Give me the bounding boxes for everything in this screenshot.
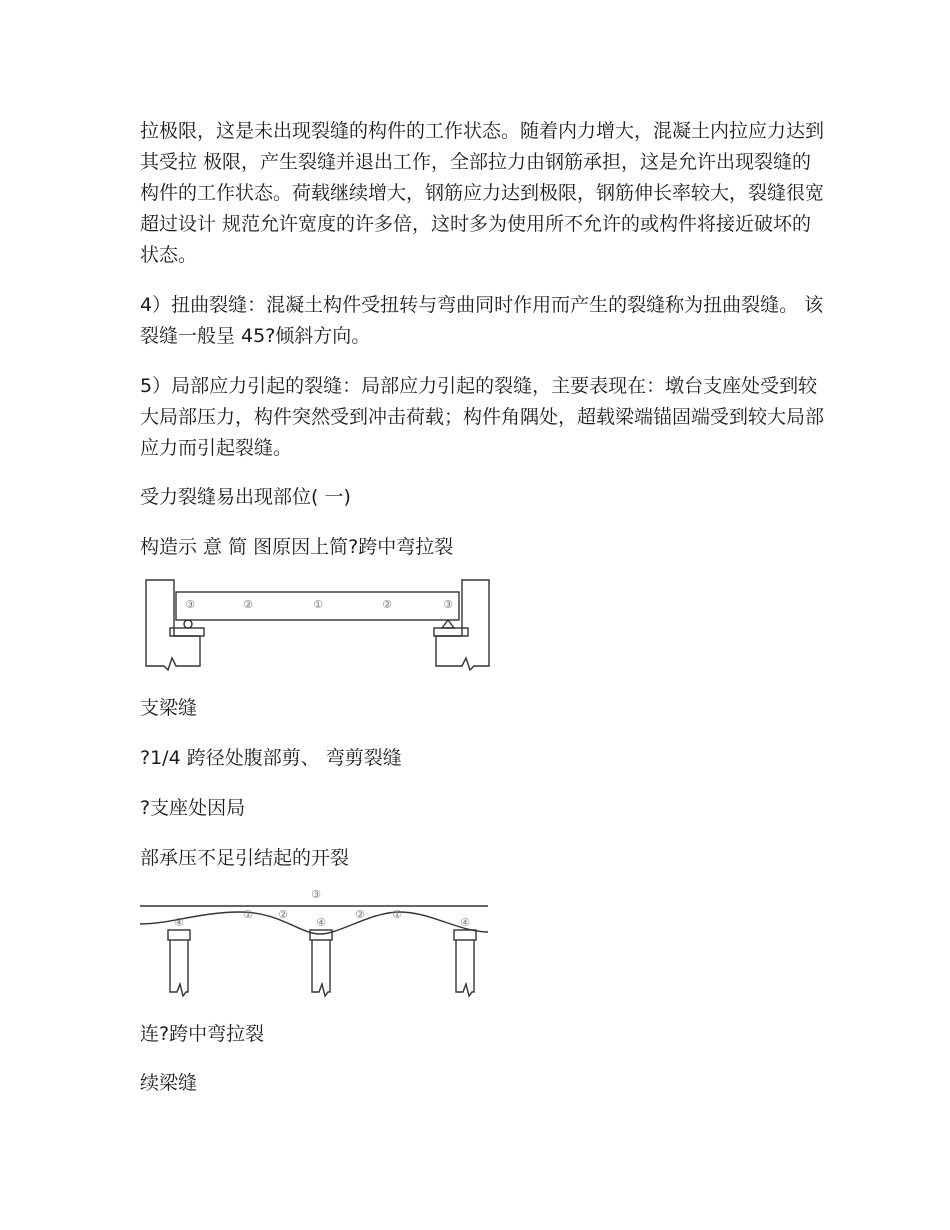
row-label-simple-beam: 支梁缝 bbox=[140, 697, 198, 719]
pier-cap bbox=[454, 930, 476, 940]
fig2-label: ① bbox=[392, 908, 402, 921]
pier-column bbox=[312, 940, 330, 996]
paragraph-torsion-crack: 4）扭曲裂缝：混凝土构件受扭转与弯曲同时作用而产生的裂缝称为扭曲裂缝。 该裂缝一般呈 45?倾斜方向。 bbox=[140, 294, 824, 347]
fig1-label: ① bbox=[313, 598, 323, 611]
fig1-label: ③ bbox=[443, 598, 453, 611]
continuous-beam-diagram bbox=[140, 884, 495, 999]
paragraph-tensile-state: 拉极限，这是未出现裂缝的构件的工作状态。随着内力增大，混凝土内拉应力达到其受拉 极限，产生裂缝并退出工作，全部拉力由钢筋承担，这是允许出现裂缝的构件的工作状态。荷载继续增大，钢筋应力达到极限，钢筋伸长率较大，裂缝很宽超过设计 规范允许宽度的许多倍，这时多为使用所不允许的或构件将接近破坏的状态。 bbox=[140, 120, 825, 266]
paragraph-local-stress-crack: 5）局部应力引起的裂缝：局部应力引起的裂缝，主要表现在：墩台支座处受到较大局部压力，构件突然受到冲击荷载；构件角隅处，超载梁端锚固端受到较大局部应力而引起裂缝。 bbox=[140, 375, 825, 459]
row-text-quarter-span: ?1/4 跨径处腹部剪、 弯剪裂缝 bbox=[140, 747, 402, 769]
fig2-label: ④ bbox=[460, 916, 470, 929]
fig1-label: ③ bbox=[185, 598, 195, 611]
pier-column bbox=[170, 940, 188, 996]
fig1-label: ② bbox=[382, 598, 392, 611]
deflected-beam-curve bbox=[140, 912, 488, 934]
left-bearing-plate bbox=[170, 628, 204, 636]
row-label-continuous-beam: 续梁缝 bbox=[140, 1072, 198, 1094]
row-text-compression: 部承压不足引结起的开裂 bbox=[140, 847, 350, 869]
fig2-label: ③ bbox=[311, 888, 321, 901]
fig1-label: ② bbox=[243, 598, 253, 611]
section-heading: 受力裂缝易出现部位( 一) bbox=[140, 486, 351, 508]
simple-beam-diagram bbox=[140, 574, 495, 674]
roller-bearing bbox=[184, 620, 192, 628]
fig2-label: ④ bbox=[174, 916, 184, 929]
right-bearing-plate bbox=[434, 628, 468, 636]
fig2-label: ② bbox=[355, 908, 365, 921]
fig2-label: ④ bbox=[316, 916, 326, 929]
fig2-label: ① bbox=[243, 908, 253, 921]
table-header-line: 构造示 意 简 图原因上简?跨中弯拉裂 bbox=[140, 536, 454, 558]
pier-column bbox=[456, 940, 474, 996]
pier-cap bbox=[168, 930, 190, 940]
row-label-continuous: 连?跨中弯拉裂 bbox=[140, 1023, 265, 1045]
row-text-support-local: ?支座处因局 bbox=[140, 797, 246, 819]
pin-bearing bbox=[442, 620, 454, 628]
pier-cap bbox=[310, 930, 332, 940]
fig2-label: ② bbox=[278, 908, 288, 921]
